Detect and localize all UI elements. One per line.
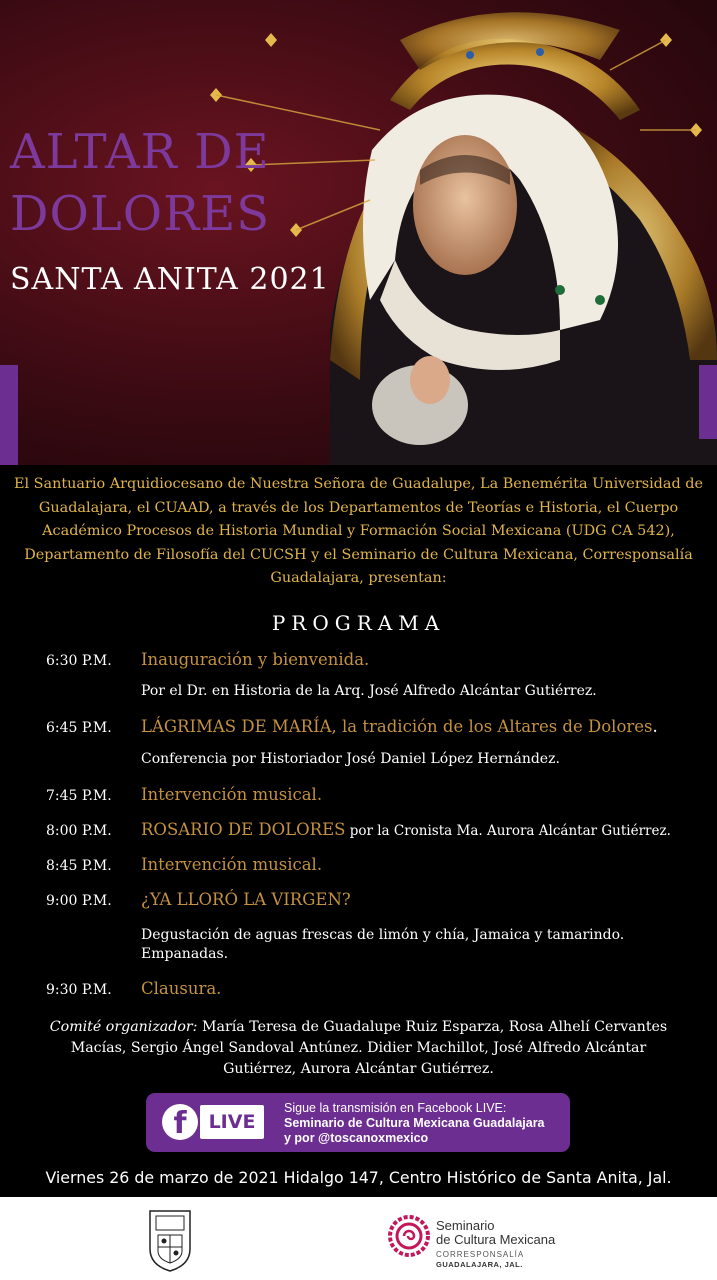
facebook-live-banner[interactable]	[146, 1093, 570, 1152]
program-event: Clausura.	[141, 979, 222, 998]
program-time: 6:45 P.M.	[46, 720, 112, 736]
live-text	[284, 1101, 545, 1146]
udg-shield-logo	[146, 1207, 194, 1273]
purple-accent-left	[0, 365, 18, 465]
scm-line-1: Seminario	[436, 1218, 495, 1233]
scm-line-4: GUADALAJARA, JAL.	[436, 1260, 523, 1269]
program-desc: Conferencia por Historiador José Daniel López Hernández.	[141, 751, 560, 767]
program-desc: Por el Dr. en Historia de la Arq. José Alfredo Alcántar Gutiérrez.	[141, 683, 597, 699]
programa-heading: PROGRAMA	[271, 611, 446, 635]
program-time: 7:45 P.M.	[46, 788, 112, 804]
title-line-1: ALTAR DE	[10, 124, 270, 180]
program-event: Inauguración y bienvenida.	[141, 650, 370, 669]
committee-paragraph	[40, 1017, 677, 1080]
program-time: 9:00 P.M.	[46, 893, 112, 909]
program-event-title: ROSARIO DE DOLORES	[141, 820, 346, 839]
hero-banner	[0, 0, 717, 465]
program-event-suffix: por la Cronista Ma. Aurora Alcántar Gutiérrez.	[345, 823, 671, 839]
program-time: 8:00 P.M.	[46, 823, 112, 839]
program-desc: Degustación de aguas frescas de limón y chía, Jamaica y tamarindo. Empanadas.	[141, 927, 625, 962]
program-event: ¿YA LLORÓ LA VIRGEN?	[141, 890, 351, 909]
live-badge: LIVE	[200, 1105, 264, 1139]
program-event	[141, 820, 671, 839]
live-line-2: Seminario de Cultura Mexicana Guadalajara	[284, 1116, 545, 1130]
scm-spiral-icon	[388, 1215, 430, 1257]
scm-logo-text	[436, 1219, 555, 1269]
committee-label: Comité organizador:	[49, 1019, 198, 1035]
subtitle: SANTA ANITA 2021	[10, 262, 330, 297]
facebook-icon: f	[162, 1104, 198, 1140]
live-line-1: Sigue la transmisión en Facebook LIVE:	[284, 1101, 507, 1115]
live-line-3: y por @toscanoxmexico	[284, 1131, 429, 1145]
purple-accent-right	[699, 365, 717, 439]
committee-members: María Teresa de Guadalupe Ruiz Esparza, Rosa Alhelí Cervantes Macías, Sergio Ángel Sandoval Antúnez. Didier Machillot, José Alfredo Alcántar Gutiérrez, Aurora Alcántar Gutiérrez.	[70, 1019, 668, 1077]
scm-line-2: de Cultura Mexicana	[436, 1232, 556, 1247]
program-event: Intervención musical.	[141, 855, 323, 874]
program-event-title: LÁGRIMAS DE MARÍA, la tradición de los Altares de Dolores	[141, 717, 653, 736]
title-line-2: DOLORES	[10, 186, 271, 242]
intro-paragraph: El Santuario Arquidiocesano de Nuestra Señora de Guadalupe, La Benemérita Universidad de Guadalajara, el CUAAD, a través de los Departamentos de Teorías e Historia, el Cuerpo Académico Procesos de Historia Mundial y Formación Social Mexicana (UDG CA 542), Departamento de Filosofía del CUCSH y el Seminario de Cultura Mexicana, Corresponsalía Guadalajara, presentan:	[13, 476, 703, 586]
program-event-period: .	[652, 717, 658, 736]
program-time: 8:45 P.M.	[46, 858, 112, 874]
program-event: Intervención musical.	[141, 785, 323, 804]
program-time: 6:30 P.M.	[46, 653, 112, 669]
date-location: Viernes 26 de marzo de 2021 Hidalgo 147, Centro Histórico de Santa Anita, Jal.	[45, 1168, 672, 1187]
program-time: 9:30 P.M.	[46, 982, 112, 998]
program-event	[141, 717, 658, 736]
scm-line-3: CORRESPONSALÍA	[436, 1250, 525, 1259]
footer-logos	[0, 1197, 717, 1280]
